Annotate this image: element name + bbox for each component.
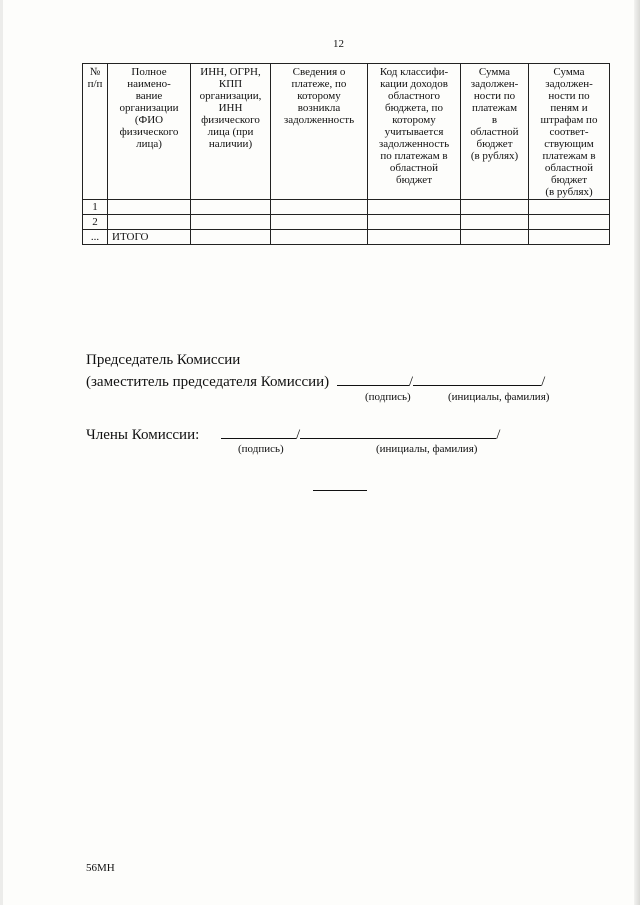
slash: / bbox=[496, 427, 501, 443]
table-cell bbox=[529, 230, 610, 245]
table-cell bbox=[191, 215, 271, 230]
row-number-cell: ... bbox=[83, 230, 108, 245]
table-cell bbox=[191, 230, 271, 245]
row-label-cell bbox=[108, 200, 191, 215]
header-line: платежам в bbox=[542, 150, 596, 162]
chairman-signature-caption: (подпись) bbox=[365, 391, 411, 403]
header-line: наличии) bbox=[208, 138, 253, 150]
column-header-4 bbox=[271, 64, 368, 200]
row-label-cell bbox=[108, 215, 191, 230]
header-line: областной bbox=[544, 162, 594, 174]
table-row bbox=[83, 230, 610, 245]
header-line: возникла bbox=[297, 102, 341, 114]
end-rule bbox=[313, 490, 367, 491]
table-cell bbox=[461, 230, 529, 245]
header-line: Сумма bbox=[553, 66, 585, 78]
column-header-2 bbox=[108, 64, 191, 200]
header-line: областной bbox=[389, 162, 439, 174]
column-header-1 bbox=[83, 64, 108, 200]
header-line: которому bbox=[297, 90, 341, 102]
header-line: п/п bbox=[87, 78, 103, 90]
header-line: физического bbox=[119, 126, 179, 138]
members-signature-blank bbox=[221, 424, 296, 439]
page-edge-left bbox=[0, 0, 3, 905]
header-line: в bbox=[491, 114, 498, 126]
header-line: № bbox=[89, 66, 101, 78]
slash: / bbox=[408, 374, 414, 390]
chairman-signature-line bbox=[86, 371, 545, 391]
members-label: Члены Комиссии: bbox=[86, 427, 200, 443]
chairman-initials-caption: (инициалы, фамилия) bbox=[448, 391, 550, 403]
header-line: задолженность bbox=[378, 138, 450, 150]
table-header-row bbox=[83, 64, 610, 200]
header-line: учитывается bbox=[384, 126, 444, 138]
chairman-deputy-label: (заместитель председателя Комиссии) bbox=[86, 374, 330, 390]
header-line: бюджет bbox=[476, 138, 513, 150]
header-line: (в рублях) bbox=[470, 150, 519, 162]
header-line: ИНН, ОГРН, bbox=[200, 66, 261, 78]
header-line: КПП bbox=[218, 78, 243, 90]
header-line: бюджета, по bbox=[385, 102, 443, 114]
header-line: пеням и bbox=[550, 102, 588, 114]
members-initials-blank bbox=[300, 424, 496, 439]
header-line: ИНН bbox=[218, 102, 243, 114]
table-cell bbox=[368, 215, 461, 230]
column-header-3 bbox=[191, 64, 271, 200]
header-line: задолженность bbox=[283, 114, 355, 126]
members-signature-line bbox=[86, 424, 500, 444]
header-line: вание bbox=[135, 90, 163, 102]
table-row bbox=[83, 215, 610, 230]
page-edge-right bbox=[634, 0, 640, 905]
column-header-7 bbox=[529, 64, 610, 200]
chairman-initials-blank bbox=[413, 371, 541, 386]
header-line: Сведения о bbox=[292, 66, 346, 78]
header-line: наимено- bbox=[127, 78, 171, 90]
header-line: областной bbox=[470, 126, 519, 138]
header-line: ности по bbox=[473, 90, 516, 102]
header-line: Сумма bbox=[478, 66, 511, 78]
table-body bbox=[83, 200, 610, 245]
header-line: Код классифи- bbox=[379, 66, 449, 78]
header-line: лица (при bbox=[207, 126, 254, 138]
debt-table bbox=[82, 63, 610, 245]
row-number-cell: 1 bbox=[83, 200, 108, 215]
slash: / bbox=[296, 427, 301, 443]
header-line: платежам bbox=[471, 102, 518, 114]
members-signature-caption: (подпись) bbox=[238, 443, 284, 455]
page-number: 12 bbox=[333, 38, 344, 50]
table-cell bbox=[271, 215, 368, 230]
members-initials-caption: (инициалы, фамилия) bbox=[376, 443, 478, 455]
header-line: бюджет bbox=[551, 174, 587, 186]
table-cell bbox=[271, 200, 368, 215]
table-cell bbox=[191, 200, 271, 215]
header-line: Полное bbox=[131, 66, 167, 78]
chairman-signature-blank bbox=[337, 371, 409, 386]
header-line: физического bbox=[201, 114, 260, 126]
header-line: задолжен- bbox=[470, 78, 519, 90]
header-line: соответ- bbox=[549, 126, 589, 138]
header-line: кации доходов bbox=[380, 78, 448, 90]
header-line: штрафам по bbox=[540, 114, 598, 126]
row-label-cell: ИТОГО bbox=[108, 230, 191, 245]
table-row bbox=[83, 200, 610, 215]
table-cell bbox=[368, 200, 461, 215]
table-cell bbox=[529, 215, 610, 230]
column-header-6 bbox=[461, 64, 529, 200]
header-line: лица) bbox=[136, 138, 162, 150]
header-line: ности по bbox=[548, 90, 590, 102]
header-line: организации, bbox=[199, 90, 262, 102]
header-line: (в рублях) bbox=[545, 186, 593, 198]
header-line: организации bbox=[119, 102, 179, 114]
table-cell bbox=[461, 200, 529, 215]
row-number-cell: 2 bbox=[83, 215, 108, 230]
table-cell bbox=[529, 200, 610, 215]
chairman-title: Председатель Комиссии bbox=[86, 352, 241, 368]
header-line: по платежам в bbox=[380, 150, 448, 162]
document-code: 56МН bbox=[86, 862, 115, 874]
header-line: задолжен- bbox=[545, 78, 593, 90]
table-cell bbox=[461, 215, 529, 230]
header-line: которому bbox=[392, 114, 436, 126]
header-line: ствующим bbox=[544, 138, 594, 150]
table-cell bbox=[368, 230, 461, 245]
table-cell bbox=[271, 230, 368, 245]
header-line: областного bbox=[387, 90, 440, 102]
header-line: (ФИО bbox=[134, 114, 164, 126]
header-line: платеже, по bbox=[291, 78, 347, 90]
header-line: бюджет bbox=[396, 174, 432, 186]
slash: / bbox=[541, 374, 546, 390]
column-header-5 bbox=[368, 64, 461, 200]
